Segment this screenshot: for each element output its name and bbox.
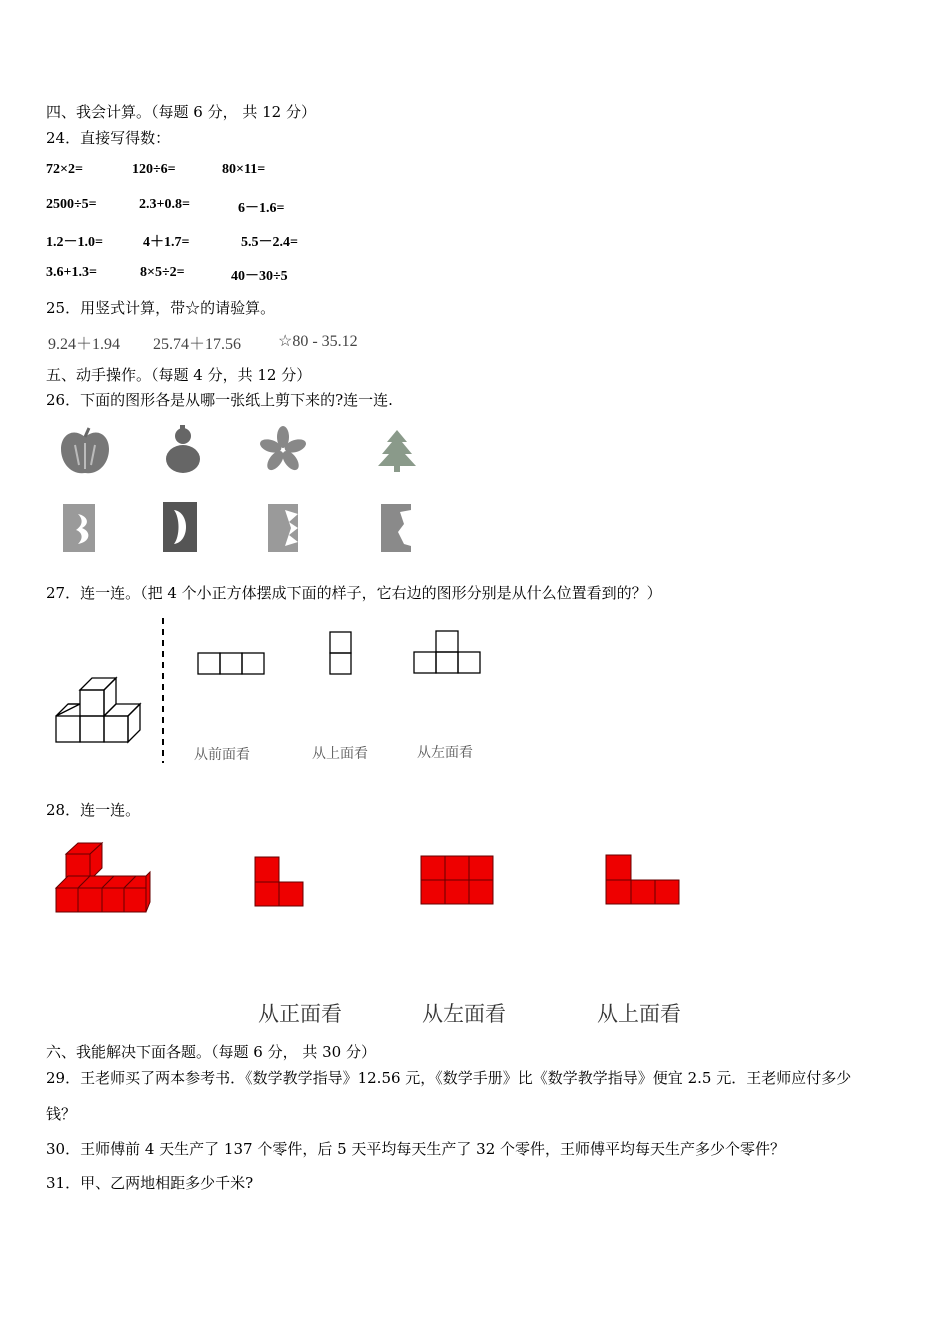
section-6-title: 六、我能解决下面各题。（每题 6 分， 共 30 分）: [46, 1043, 376, 1061]
top-view-figure: [327, 630, 355, 678]
calc-item: 40－30÷5: [231, 269, 288, 284]
caption-front-view: 从前面看: [194, 747, 250, 763]
paper-with-hole-icon: [60, 502, 100, 554]
left-view-figure: [412, 628, 484, 678]
question-30: 30．王师傅前 4 天生产了 137 个零件，后 5 天平均每天生产了 32 个零件，王师傅平均每天生产多少个零件？: [46, 1140, 786, 1158]
question-29-line-1: 29．王老师买了两本参考书．《数学教学指导》12.56 元，《数学手册》比《数学教学指导》便宜 2.5 元．王老师应付多少: [46, 1069, 852, 1087]
caption-front-view: 从正面看: [258, 1002, 342, 1026]
question-25-title: 25．用竖式计算，带☆的请验算。: [46, 299, 276, 317]
caption-left-view: 从左面看: [422, 1002, 506, 1026]
question-24-title: 24．直接写得数：: [46, 129, 171, 147]
calc-item: 80×11=: [222, 162, 266, 177]
red-grid-figure: [418, 853, 496, 907]
question-28-title: 28．连一连。: [46, 801, 141, 819]
flower-cutout-icon: [258, 425, 308, 475]
question-26-title: 26．下面的图形各是从哪一张纸上剪下来的?连一连.: [46, 391, 393, 409]
caption-top-view: 从上面看: [597, 1002, 681, 1026]
calc-item: 2.3+0.8=: [139, 197, 190, 212]
vertical-calc-item: 25.74＋17.56: [153, 336, 242, 353]
red-cube-stack-figure: [50, 840, 154, 920]
tree-cutout-icon: [372, 428, 422, 473]
calc-item: 3.6+1.3=: [46, 265, 97, 280]
caption-left-view: 从左面看: [417, 745, 473, 761]
section-4-title: 四、我会计算。（每题 6 分， 共 12 分）: [46, 103, 316, 121]
calc-item: 2500÷5=: [46, 197, 97, 212]
vertical-calc-item: 9.24＋1.94: [48, 336, 121, 353]
question-29-line-2: 钱？: [46, 1105, 77, 1123]
calc-item: 120÷6=: [132, 162, 176, 177]
gourd-cutout-icon: [158, 423, 208, 478]
red-l-shape-figure: [252, 854, 308, 910]
section-5-title: 五、动手操作。（每题 4 分，共 12 分）: [46, 366, 312, 384]
calc-item: 6－1.6=: [238, 201, 285, 216]
caption-top-view: 从上面看: [312, 746, 368, 762]
calc-item: 1.2－1.0=: [46, 235, 103, 250]
paper-with-hole-icon: [160, 500, 200, 554]
calc-item: 5.5－2.4=: [241, 235, 298, 250]
front-view-figure: [196, 650, 268, 678]
red-step-figure: [603, 852, 683, 908]
vertical-calc-item: ☆80 - 35.12: [278, 333, 358, 350]
calc-item: 8×5÷2=: [140, 265, 185, 280]
calc-item: 72×2=: [46, 162, 83, 177]
question-27-title: 27．连一连。（把 4 个小正方体摆成下面的样子，它右边的图形分别是从什么位置看到的？）: [46, 584, 662, 602]
cube-stack-figure: [50, 670, 150, 750]
question-31: 31．甲、乙两地相距多少千米?: [46, 1174, 254, 1192]
calc-item: 4＋1.7=: [143, 235, 190, 250]
apple-cutout-icon: [55, 425, 115, 480]
paper-with-hole-icon: [265, 502, 305, 554]
dashed-divider: [158, 618, 168, 763]
paper-with-hole-icon: [378, 502, 418, 554]
